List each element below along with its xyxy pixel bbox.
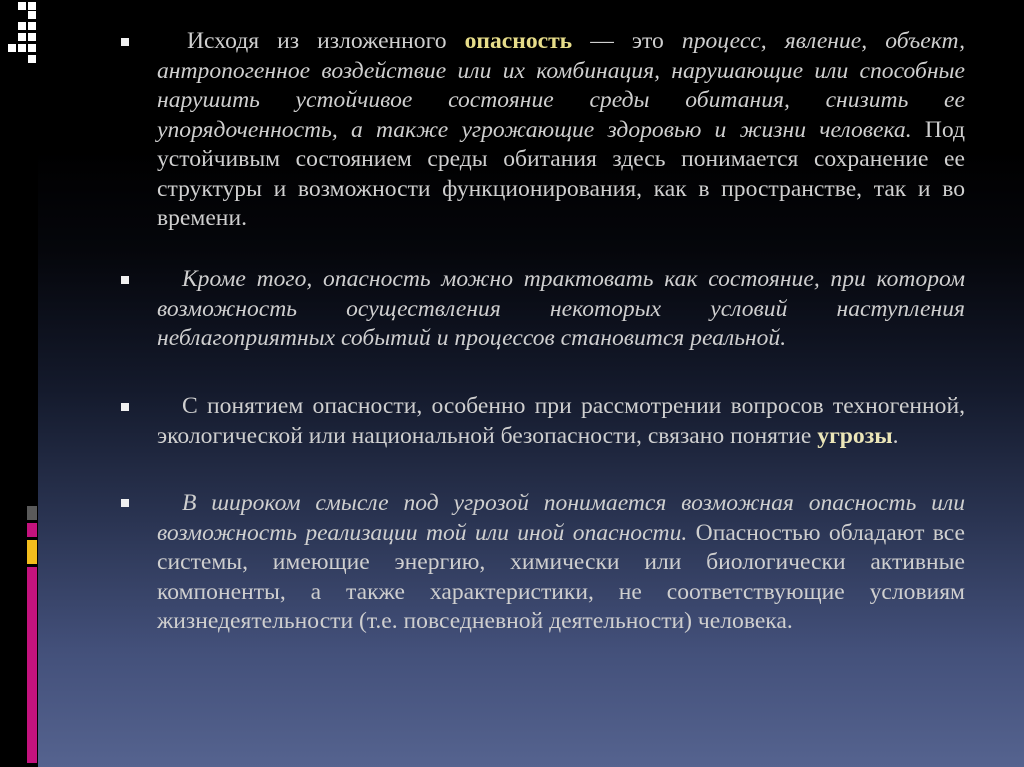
- term-danger: опасность: [464, 28, 573, 54]
- paragraph-threat-definition: [157, 489, 965, 637]
- paragraph-text: Кроме того, опасность можно трактовать как состояние, при котором возможность осуществления некоторых условий наступления неблагоприятных событий и процессов становится реальной.: [157, 266, 965, 351]
- paragraph-dash: — это: [572, 28, 682, 54]
- paragraph-danger-definition: [157, 27, 965, 234]
- bullet-square-icon: [121, 276, 129, 284]
- bullet-square-icon: [121, 403, 129, 411]
- term-threat: угрозы: [817, 422, 893, 449]
- paragraph-rest: Опасностью обладают все системы, имеющие энергию, химически или биологически активные компоненты, а также характеристики, не соответствующие условиям жизнедеятельности (т.е. повседневной деятельности) человека.: [157, 519, 965, 634]
- paragraph-rest: Под устойчивым состоянием среды обитания здесь понимается сохранение ее структуры и возможности функционирования, как в пространстве, так и во времени.: [157, 116, 965, 231]
- threat-definition-text: В широком смысле под угрозой понимается возможная опасность или возможность реализации той или иной опасности.: [157, 490, 965, 546]
- paragraph-danger-state: [157, 265, 965, 354]
- paragraph-end: .: [892, 422, 899, 449]
- paragraph-lead: Исходя из изложенного: [187, 28, 465, 54]
- danger-definition-text: процесс, явление, объект, антропогенное воздействие или их комбинация, нарушающие или способные нарушить устойчивое состояние среды обитания, снизить ее упорядоченность, а также угрожающие здоровью и жизни человека.: [157, 28, 965, 143]
- bullet-square-icon: [121, 499, 129, 507]
- paragraph-lead: С понятием опасности, особенно при рассмотрении вопросов техногенной, экологической или национальной безопасности, связано понятие: [157, 393, 965, 449]
- bullet-square-icon: [121, 38, 129, 46]
- paragraph-threat-concept: [157, 392, 965, 451]
